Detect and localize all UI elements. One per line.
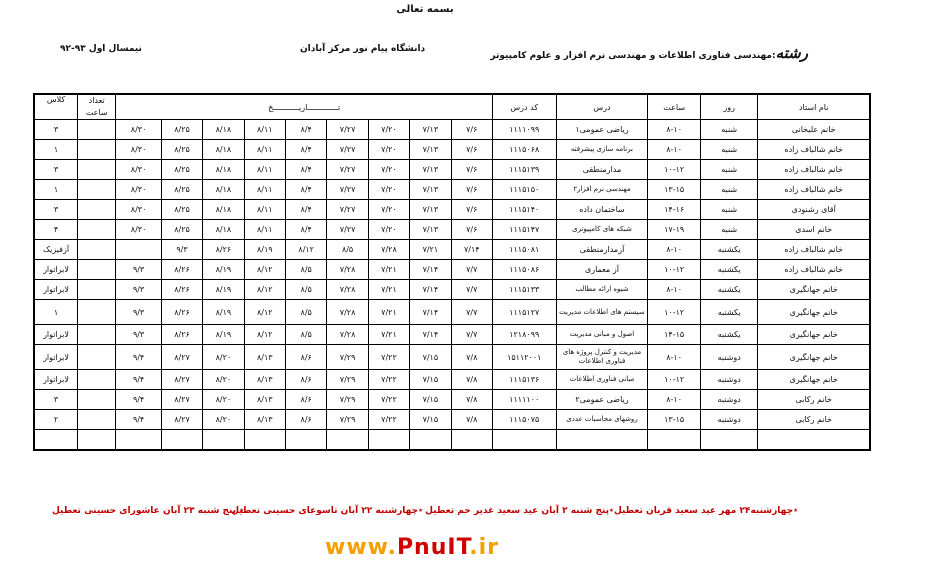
cell-date: ۷/۲۰ [368, 180, 409, 200]
cell-date: ۸/۵ [286, 300, 327, 325]
cell-course: مدیریت و کنترل پروژه های فناوری اطلاعات [556, 345, 648, 370]
cell-day: یکشنبه [700, 325, 758, 345]
cell-class: لابراتوار [34, 345, 78, 370]
cell-hours [78, 280, 116, 300]
cell-date: ۷/۷ [451, 300, 492, 325]
cell-date: ۷/۸ [451, 390, 492, 410]
cell-date: ۷/۸ [451, 345, 492, 370]
table-row [34, 430, 870, 451]
cell-date: ۸/۲۵ [161, 180, 202, 200]
cell-code: ۱۱۱۵۰۷۵ [492, 410, 556, 430]
cell-course: آزمدارمنطقی [556, 240, 648, 260]
cell-code: ۱۲۱۸۰۹۹ [492, 325, 556, 345]
holiday-notes [52, 506, 798, 522]
cell-date: ۸/۶ [286, 390, 327, 410]
table-row [34, 280, 870, 300]
cell-day: شنبه [700, 180, 758, 200]
cell-date: ۸/۲۵ [161, 140, 202, 160]
cell-teacher [758, 430, 870, 451]
header-course: درس [556, 94, 648, 120]
cell-course: سیستم های اطلاعات مدیریت [556, 300, 648, 325]
cell-teacher: خانم جهانگیری [758, 280, 870, 300]
cell-date: ۸/۱۱ [244, 180, 285, 200]
cell-date: ۸/۶ [286, 370, 327, 390]
cell-code: ۱۱۱۵۱۳۶ [492, 370, 556, 390]
cell-date: ۷/۱۳ [410, 140, 451, 160]
header-day: روز [700, 94, 758, 120]
cell-date: ۷/۱۳ [410, 120, 451, 140]
cell-date: ۷/۲۸ [327, 325, 368, 345]
cell-date: ۷/۲۲ [368, 410, 409, 430]
cell-date: ۷/۲۹ [327, 370, 368, 390]
cell-hours [78, 325, 116, 345]
cell-date: ۸/۲۵ [161, 200, 202, 220]
cell-time: ۱۷-۱۹ [648, 220, 700, 240]
cell-time: ۱۳-۱۵ [648, 180, 700, 200]
cell-date: ۸/۱۹ [203, 325, 244, 345]
cell-date: ۸/۵ [286, 325, 327, 345]
table-row [34, 300, 870, 325]
site-part-tld: .ir [469, 535, 499, 560]
site-part-www: www. [325, 535, 397, 560]
cell-time: ۱۳-۱۵ [648, 410, 700, 430]
cell-hours [78, 160, 116, 180]
cell-code: ۱۵۱۱۲۰۰۱ [492, 345, 556, 370]
cell-date: ۸/۱۳ [244, 390, 285, 410]
cell-date: ۷/۱۵ [410, 345, 451, 370]
cell-course: روشهای محاسبات عددی [556, 410, 648, 430]
cell-date: ۷/۶ [451, 200, 492, 220]
cell-time: ۸-۱۰ [648, 280, 700, 300]
cell-teacher: خانم جهانگیری [758, 300, 870, 325]
cell-time: ۸-۱۰ [648, 140, 700, 160]
cell-date: ۸/۱۹ [244, 240, 285, 260]
cell-teacher: خانم جهانگیری [758, 345, 870, 370]
cell-date: ۸/۵ [286, 280, 327, 300]
cell-hours [78, 300, 116, 325]
table-row [34, 200, 870, 220]
major-heading [490, 44, 808, 62]
cell-date: ۷/۲۱ [368, 300, 409, 325]
cell-date: ۸/۳۰ [116, 140, 161, 160]
cell-date [203, 430, 244, 451]
cell-course: آز معماری [556, 260, 648, 280]
cell-date: ۷/۲۷ [327, 160, 368, 180]
cell-course: برنامه سازی پیشرفته [556, 140, 648, 160]
cell-date: ۷/۲۸ [327, 260, 368, 280]
cell-date: ۸/۲۵ [161, 220, 202, 240]
cell-date: ۷/۲۷ [327, 120, 368, 140]
cell-course: ریاضی عمومی۱ [556, 120, 648, 140]
cell-date: ۸/۱۱ [244, 160, 285, 180]
cell-date: ۷/۱۵ [410, 370, 451, 390]
cell-date: ۷/۱۳ [410, 180, 451, 200]
cell-hours [78, 140, 116, 160]
cell-course: مدارمنطقی [556, 160, 648, 180]
cell-date: ۸/۱۸ [203, 140, 244, 160]
cell-date: ۷/۲۱ [368, 280, 409, 300]
cell-date [451, 430, 492, 451]
cell-date: ۹/۳ [116, 300, 161, 325]
cell-hours [78, 260, 116, 280]
cell-date: ۷/۲۱ [368, 325, 409, 345]
cell-day [700, 430, 758, 451]
cell-date: ۸/۱۱ [244, 140, 285, 160]
cell-date: ۷/۱۴ [410, 280, 451, 300]
cell-course: مهندسی نرم افزار۲ [556, 180, 648, 200]
cell-date: ۷/۱۴ [451, 240, 492, 260]
cell-course: شبکه های کامپیوتری [556, 220, 648, 240]
cell-date: ۸/۲۶ [161, 325, 202, 345]
cell-class: ۱ [34, 180, 78, 200]
table-row [34, 325, 870, 345]
cell-day: دوشنبه [700, 390, 758, 410]
table-row [34, 160, 870, 180]
cell-date: ۸/۱۱ [244, 120, 285, 140]
cell-date: ۸/۲۰ [203, 345, 244, 370]
cell-date: ۸/۲۶ [161, 300, 202, 325]
cell-date: ۷/۱۴ [410, 325, 451, 345]
cell-teacher: آقای رشنودی [758, 200, 870, 220]
cell-date: ۸/۱۸ [203, 200, 244, 220]
cell-date: ۸/۱۹ [203, 260, 244, 280]
table-body [34, 120, 870, 451]
cell-code: ۱۱۱۵۱۳۹ [492, 160, 556, 180]
cell-day: شنبه [700, 220, 758, 240]
cell-date: ۷/۲۲ [368, 390, 409, 410]
cell-date: ۸/۱۲ [244, 300, 285, 325]
cell-date: ۷/۲۷ [327, 180, 368, 200]
cell-time: ۸-۱۰ [648, 390, 700, 410]
cell-date: ۸/۲۵ [161, 160, 202, 180]
cell-date: ۷/۱۴ [410, 300, 451, 325]
cell-teacher: خانم شالباف زاده [758, 260, 870, 280]
table-row [34, 390, 870, 410]
cell-date: ۷/۶ [451, 220, 492, 240]
cell-date: ۸/۳۰ [116, 120, 161, 140]
cell-date: ۹/۴ [116, 370, 161, 390]
cell-class: لابراتوار [34, 280, 78, 300]
cell-day: شنبه [700, 120, 758, 140]
cell-date [368, 430, 409, 451]
cell-course: اصول و مبانی مدیریت [556, 325, 648, 345]
cell-day: دوشنبه [700, 370, 758, 390]
cell-date: ۸/۳۰ [116, 160, 161, 180]
header-hours-line1: تعداد [88, 96, 105, 105]
cell-date: ۹/۴ [116, 390, 161, 410]
cell-date: ۷/۱۳ [410, 220, 451, 240]
cell-day: یکشنبه [700, 280, 758, 300]
header-hours-line2: ساعت [85, 108, 108, 117]
cell-class: لابراتوار [34, 325, 78, 345]
cell-time: ۱۰-۱۲ [648, 300, 700, 325]
cell-date: ۸/۲۰ [203, 390, 244, 410]
header-teacher: نام استاد [758, 94, 870, 120]
cell-date: ۷/۲۷ [327, 140, 368, 160]
cell-date: ۸/۳۰ [116, 220, 161, 240]
cell-date: ۷/۱۳ [410, 160, 451, 180]
cell-date: ۸/۴ [286, 180, 327, 200]
table-row [34, 140, 870, 160]
cell-course: ریاضی عمومی۲ [556, 390, 648, 410]
cell-date: ۷/۱۵ [410, 390, 451, 410]
cell-code: ۱۱۱۵۰۸۶ [492, 260, 556, 280]
cell-date: ۷/۲۸ [327, 300, 368, 325]
table-row [34, 180, 870, 200]
cell-class: لابراتوار [34, 260, 78, 280]
cell-date: ۷/۲۰ [368, 120, 409, 140]
cell-hours [78, 120, 116, 140]
header-hours [78, 94, 116, 120]
cell-date: ۸/۱۳ [244, 410, 285, 430]
cell-date: ۷/۷ [451, 280, 492, 300]
table-row [34, 120, 870, 140]
cell-date: ۸/۲۷ [161, 390, 202, 410]
cell-class: ۳ [34, 390, 78, 410]
cell-date: ۷/۶ [451, 140, 492, 160]
cell-time [648, 430, 700, 451]
header-dates: تـــــــــــــاریـــــــــــخ [116, 94, 493, 120]
bismillah-heading: بسمه تعالی [396, 4, 454, 15]
cell-date: ۷/۲۲ [368, 370, 409, 390]
cell-code: ۱۱۱۵۱۲۷ [492, 300, 556, 325]
cell-date: ۸/۲۶ [161, 260, 202, 280]
cell-class: آزفیزیک [34, 240, 78, 260]
cell-date: ۸/۱۸ [203, 220, 244, 240]
cell-time: ۱۴-۱۶ [648, 200, 700, 220]
cell-hours [78, 180, 116, 200]
cell-date: ۸/۴ [286, 200, 327, 220]
cell-teacher: خانم رکابی [758, 390, 870, 410]
cell-code: ۱۱۱۵۰۸۱ [492, 240, 556, 260]
cell-day: یکشنبه [700, 260, 758, 280]
cell-hours [78, 200, 116, 220]
cell-time: ۱۰-۱۲ [648, 260, 700, 280]
cell-date: ۸/۲۰ [203, 410, 244, 430]
cell-day: شنبه [700, 140, 758, 160]
table-row [34, 220, 870, 240]
cell-code [492, 430, 556, 451]
cell-class: ۳ [34, 200, 78, 220]
cell-date: ۹/۴ [116, 345, 161, 370]
cell-date: ۷/۲۰ [368, 200, 409, 220]
cell-date: ۸/۲۶ [203, 240, 244, 260]
cell-date: ۷/۶ [451, 160, 492, 180]
cell-date: ۷/۲۹ [327, 345, 368, 370]
major-label: رشته [775, 44, 808, 62]
schedule-table [33, 93, 871, 451]
cell-date [327, 430, 368, 451]
cell-date: ۷/۲۰ [368, 220, 409, 240]
cell-course: شیوه ارائه مطالب [556, 280, 648, 300]
cell-date: ۷/۲۹ [327, 390, 368, 410]
header-class: کلاس [34, 94, 78, 120]
cell-teacher: خانم علیخانی [758, 120, 870, 140]
cell-date: ۸/۳۰ [116, 200, 161, 220]
cell-date: ۷/۲۸ [368, 240, 409, 260]
cell-teacher: خانم شالباف زاده [758, 240, 870, 260]
cell-date: ۷/۲۷ [327, 200, 368, 220]
cell-date: ۷/۱۴ [410, 260, 451, 280]
cell-course [556, 430, 648, 451]
cell-date [116, 240, 161, 260]
cell-date: ۸/۱۲ [244, 280, 285, 300]
cell-date: ۷/۲۰ [368, 140, 409, 160]
cell-hours [78, 240, 116, 260]
cell-date: ۸/۲۷ [161, 345, 202, 370]
cell-day: یکشنبه [700, 300, 758, 325]
header-time: ساعت [648, 94, 700, 120]
cell-date: ۸/۱۸ [203, 120, 244, 140]
cell-teacher: خانم اسدی [758, 220, 870, 240]
cell-class: ۳ [34, 120, 78, 140]
cell-date: ۸/۱۹ [203, 280, 244, 300]
major-value: :مهندسی فناوری اطلاعات و مهندسی نرم افزار و علوم کامپیوتر [490, 51, 776, 61]
cell-date: ۷/۲۷ [327, 220, 368, 240]
cell-class: ۲ [34, 410, 78, 430]
term-label: نیمسال اول ۹۳-۹۲ [60, 44, 142, 54]
table-row [34, 410, 870, 430]
cell-teacher: خانم شالباف زاده [758, 160, 870, 180]
cell-date: ۸/۲۷ [161, 370, 202, 390]
cell-date: ۸/۱۲ [244, 325, 285, 345]
holiday-note: ٭ پنج شنبه ۲۳ آبان عاشورای حسینی تعطیل [52, 506, 245, 516]
cell-date: ۸/۱۸ [203, 160, 244, 180]
cell-date: ۸/۱۹ [203, 300, 244, 325]
cell-code: ۱۱۱۱۱۰۰ [492, 390, 556, 410]
cell-date: ۸/۱۱ [244, 220, 285, 240]
cell-class: ۱ [34, 300, 78, 325]
cell-date: ۸/۱۳ [244, 345, 285, 370]
cell-date: ۸/۴ [286, 160, 327, 180]
cell-time: ۱۴-۱۵ [648, 325, 700, 345]
table-row [34, 240, 870, 260]
cell-date: ۸/۳۰ [116, 180, 161, 200]
cell-class [34, 430, 78, 451]
cell-code: ۱۱۱۵۱۴۷ [492, 220, 556, 240]
cell-date: ۸/۲۶ [161, 280, 202, 300]
cell-date: ۹/۳ [116, 260, 161, 280]
cell-day: شنبه [700, 200, 758, 220]
university-name: دانشگاه پیام نور مرکز آبادان [300, 44, 426, 54]
cell-date: ۷/۷ [451, 260, 492, 280]
cell-date: ۸/۴ [286, 220, 327, 240]
cell-date: ۸/۱۸ [203, 180, 244, 200]
cell-date: ۷/۸ [451, 370, 492, 390]
cell-date: ۸/۲۰ [203, 370, 244, 390]
site-watermark [325, 535, 499, 560]
cell-date: ۷/۲۹ [327, 410, 368, 430]
cell-date: ۷/۱۳ [410, 200, 451, 220]
cell-hours [78, 345, 116, 370]
cell-date [410, 430, 451, 451]
cell-date: ۸/۱۱ [244, 200, 285, 220]
cell-time: ۱۰-۱۲ [648, 370, 700, 390]
cell-date: ۷/۸ [451, 410, 492, 430]
cell-code: ۱۱۱۵۱۴۰ [492, 200, 556, 220]
header-code: کد درس [492, 94, 556, 120]
cell-date: ۸/۶ [286, 345, 327, 370]
cell-date: ۷/۱۵ [410, 410, 451, 430]
cell-date: ۹/۳ [116, 325, 161, 345]
cell-day: شنبه [700, 160, 758, 180]
cell-class: لابراتوار [34, 370, 78, 390]
cell-date [286, 430, 327, 451]
cell-class: ۱ [34, 140, 78, 160]
cell-date: ۹/۳ [161, 240, 202, 260]
cell-date: ۷/۲۱ [368, 260, 409, 280]
cell-code: ۱۱۱۵۱۵۰ [492, 180, 556, 200]
cell-date: ۸/۵ [286, 260, 327, 280]
cell-hours [78, 410, 116, 430]
cell-date: ۸/۶ [286, 410, 327, 430]
cell-date: ۸/۱۲ [286, 240, 327, 260]
cell-date: ۸/۱۲ [244, 260, 285, 280]
cell-class: ۳ [34, 160, 78, 180]
table-row [34, 370, 870, 390]
cell-date: ۷/۲۸ [327, 280, 368, 300]
cell-teacher: خانم رکابی [758, 410, 870, 430]
cell-date: ۸/۲۷ [161, 410, 202, 430]
table-row [34, 345, 870, 370]
cell-date [244, 430, 285, 451]
cell-date: ۷/۲۱ [410, 240, 451, 260]
cell-date: ۸/۱۳ [244, 370, 285, 390]
cell-code: ۱۱۱۵۱۳۳ [492, 280, 556, 300]
cell-course: ساختمان داده [556, 200, 648, 220]
cell-hours [78, 370, 116, 390]
cell-code: ۱۱۱۱۰۹۹ [492, 120, 556, 140]
cell-date: ۷/۷ [451, 325, 492, 345]
cell-teacher: خانم جهانگیری [758, 325, 870, 345]
cell-hours [78, 220, 116, 240]
cell-time: ۸-۱۰ [648, 120, 700, 140]
cell-time: ۱۰-۱۲ [648, 160, 700, 180]
cell-date: ۸/۴ [286, 120, 327, 140]
cell-teacher: خانم شالباف زاده [758, 140, 870, 160]
cell-hours [78, 390, 116, 410]
cell-date: ۸/۵ [327, 240, 368, 260]
table-header-row [34, 94, 870, 120]
cell-date: ۷/۶ [451, 180, 492, 200]
cell-date [116, 430, 161, 451]
cell-day: دوشنبه [700, 410, 758, 430]
cell-date: ۷/۶ [451, 120, 492, 140]
cell-date: ۹/۳ [116, 280, 161, 300]
cell-course: مبانی فناوری اطلاعات [556, 370, 648, 390]
holiday-note: ٭چهارشنبه ۲۲ آبان تاسوعای حسینی تعطیل [231, 506, 423, 516]
cell-class: ۴ [34, 220, 78, 240]
cell-code: ۱۱۱۵۰۶۸ [492, 140, 556, 160]
cell-date: ۹/۴ [116, 410, 161, 430]
cell-day: یکشنبه [700, 240, 758, 260]
holiday-note: ٭چهارشنبه۲۴ مهر عید سعید قربان تعطیل٭پنج شنبه ۲ آبان عید سعید غدیر خم تعطیل [425, 506, 798, 516]
cell-time: ۸-۱۰ [648, 345, 700, 370]
cell-teacher: خانم شالباف زاده [758, 180, 870, 200]
cell-time: ۸-۱۰ [648, 240, 700, 260]
cell-date: ۸/۲۵ [161, 120, 202, 140]
site-part-name: PnuIT [396, 535, 470, 560]
table-row [34, 260, 870, 280]
cell-hours [78, 430, 116, 451]
cell-day: دوشنبه [700, 345, 758, 370]
cell-date: ۷/۲۲ [368, 345, 409, 370]
cell-teacher: خانم جهانگیری [758, 370, 870, 390]
cell-date: ۷/۲۰ [368, 160, 409, 180]
cell-date [161, 430, 202, 451]
cell-date: ۸/۴ [286, 140, 327, 160]
